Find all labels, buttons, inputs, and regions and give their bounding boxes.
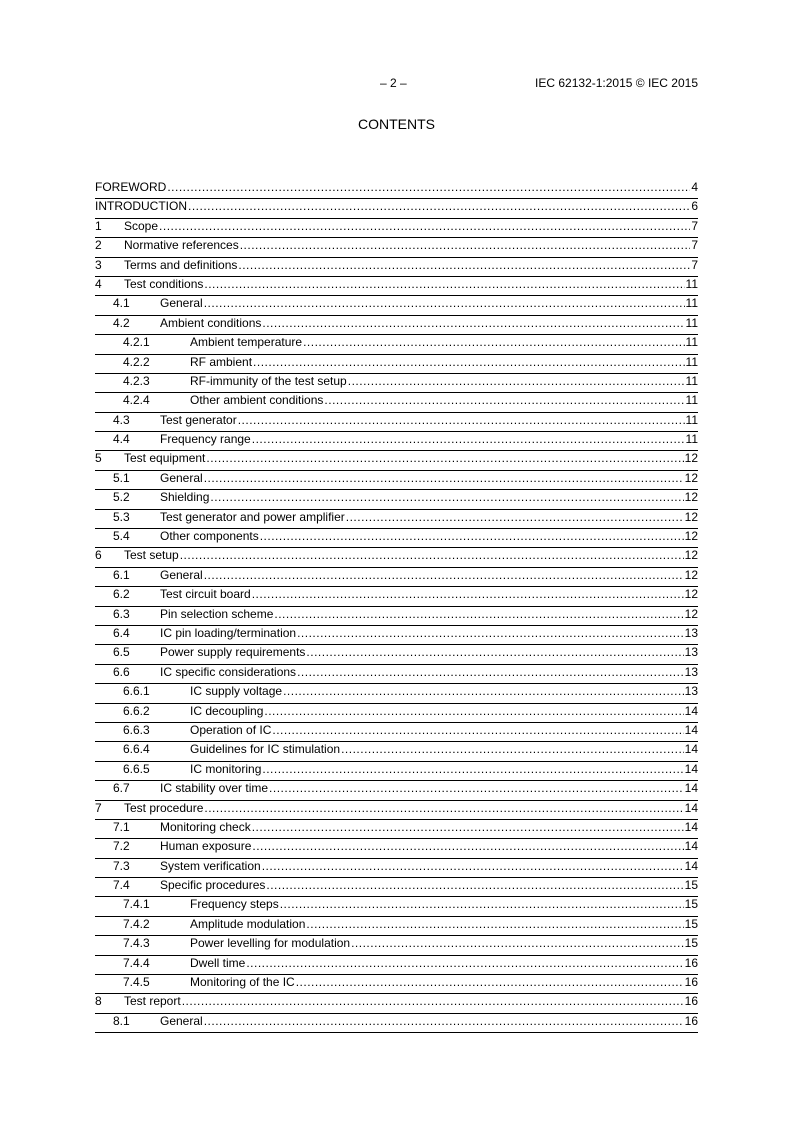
toc-entry-title: Ambient temperature	[190, 335, 303, 350]
toc-entry[interactable]	[95, 762, 698, 781]
dot-leader	[262, 860, 684, 873]
toc-entry-page: 12	[684, 529, 698, 544]
toc-entry-number: 6.6.1	[123, 684, 150, 699]
dot-leader	[204, 1015, 684, 1028]
toc-entry-number: 7.2	[113, 839, 130, 854]
toc-entry-page: 11	[685, 393, 698, 408]
toc-entry-page: 6	[691, 199, 698, 214]
toc-entry-title: Monitoring of the IC	[190, 975, 295, 990]
dot-leader	[348, 375, 685, 388]
dot-leader	[238, 414, 685, 427]
toc-entry-title: IC monitoring	[190, 761, 262, 776]
toc-entry-page: 12	[684, 548, 698, 563]
toc-entry[interactable]	[95, 626, 698, 645]
toc-entry-title: Frequency range	[160, 432, 251, 447]
toc-entry-page: 12	[684, 567, 698, 582]
toc-entry-page: 16	[684, 955, 698, 970]
toc-entry-page: 11	[685, 296, 698, 311]
toc-entry[interactable]	[95, 413, 698, 432]
toc-entry-title: Power levelling for modulation	[190, 936, 351, 951]
toc-entry[interactable]	[95, 975, 698, 994]
toc-entry[interactable]	[95, 917, 698, 936]
toc-entry-number: 7.4.1	[123, 897, 150, 912]
toc-entry-page: 11	[685, 373, 698, 388]
dot-leader	[238, 259, 690, 272]
toc-entry[interactable]	[95, 820, 698, 839]
toc-entry[interactable]	[95, 704, 698, 723]
dot-leader	[204, 802, 683, 815]
toc-entry-title: Test report	[124, 994, 181, 1009]
toc-entry[interactable]	[95, 568, 698, 587]
toc-entry-number: 4.2.1	[123, 335, 150, 350]
dot-leader	[306, 918, 683, 931]
dot-leader	[297, 666, 684, 679]
dot-leader	[159, 220, 690, 233]
toc-entry-page: 7	[691, 218, 698, 233]
toc-entry-page: 12	[684, 509, 698, 524]
toc-entry-title: Pin selection scheme	[160, 606, 274, 621]
page-title: CONTENTS	[358, 116, 435, 132]
dot-leader	[262, 317, 684, 330]
toc-entry-number: 5	[95, 451, 102, 466]
toc-entry[interactable]	[95, 994, 698, 1013]
toc-entry[interactable]	[95, 335, 698, 354]
dot-leader	[341, 743, 684, 756]
toc-entry[interactable]	[95, 296, 698, 315]
toc-entry[interactable]	[95, 432, 698, 451]
toc-entry-page: 11	[685, 315, 698, 330]
toc-entry-page: 4	[691, 180, 698, 194]
toc-entry-page: 15	[684, 936, 698, 951]
toc-entry-number: 7.3	[113, 858, 130, 873]
toc-entry-title: FOREWORD	[95, 180, 167, 194]
toc-entry[interactable]	[95, 258, 698, 277]
toc-entry-title: Test procedure	[124, 800, 204, 815]
toc-entry[interactable]	[95, 839, 698, 858]
toc-entry-number: 7.4	[113, 878, 130, 893]
toc-entry[interactable]	[95, 1014, 698, 1033]
toc-entry-title: Specific procedures	[160, 878, 266, 893]
toc-entry[interactable]	[95, 936, 698, 955]
toc-entry-page: 15	[684, 916, 698, 931]
toc-entry[interactable]	[95, 684, 698, 703]
toc-entry-page: 12	[684, 587, 698, 602]
toc-entry-title: Scope	[124, 218, 159, 233]
toc-entry-title: IC stability over time	[160, 781, 269, 796]
document-reference: IEC 62132-1:2015 © IEC 2015	[535, 76, 698, 90]
toc-entry[interactable]	[95, 897, 698, 916]
table-of-contents	[95, 180, 698, 1033]
toc-entry-title: Amplitude modulation	[190, 916, 306, 931]
toc-entry-page: 14	[684, 703, 698, 718]
toc-entry-page: 7	[691, 257, 698, 272]
toc-entry-number: 6.6.2	[123, 703, 150, 718]
toc-entry-page: 13	[684, 684, 698, 699]
toc-entry-title: Other components	[160, 529, 259, 544]
toc-entry-title: RF ambient	[190, 354, 253, 369]
toc-entry-title: IC supply voltage	[190, 684, 283, 699]
dot-leader	[252, 433, 685, 446]
toc-entry[interactable]	[95, 199, 698, 218]
toc-entry[interactable]	[95, 781, 698, 800]
dot-leader	[252, 588, 684, 601]
toc-entry-title: Dwell time	[190, 955, 246, 970]
dot-leader	[180, 549, 684, 562]
toc-entry-title: Ambient conditions	[160, 315, 262, 330]
dot-leader	[306, 646, 683, 659]
toc-entry-number: 6.6.3	[123, 722, 150, 737]
toc-entry-page: 14	[684, 819, 698, 834]
toc-entry-title: Test generator	[160, 412, 237, 427]
toc-entry-page: 14	[684, 839, 698, 854]
toc-entry-title: Operation of IC	[190, 722, 272, 737]
toc-entry-page: 16	[684, 975, 698, 990]
toc-entry-page: 14	[684, 800, 698, 815]
toc-entry-number: 6.6	[113, 664, 130, 679]
toc-entry-page: 14	[684, 722, 698, 737]
toc-entry-page: 15	[684, 878, 698, 893]
toc-entry-page: 12	[684, 470, 698, 485]
toc-entry-title: Other ambient conditions	[190, 393, 324, 408]
dot-leader	[240, 239, 691, 252]
toc-entry-number: 6.4	[113, 625, 130, 640]
toc-entry-number: 4.2	[113, 315, 130, 330]
dot-leader	[182, 995, 684, 1008]
toc-entry-number: 6.5	[113, 645, 130, 660]
dot-leader	[280, 898, 684, 911]
toc-entry[interactable]	[95, 238, 698, 257]
toc-entry-page: 11	[685, 432, 698, 447]
toc-entry[interactable]	[95, 510, 698, 529]
toc-entry-number: 5.1	[113, 470, 130, 485]
toc-entry-title: Terms and definitions	[124, 257, 238, 272]
toc-entry-title: Monitoring check	[160, 819, 251, 834]
toc-entry-number: 4.3	[113, 412, 130, 427]
toc-entry-page: 13	[684, 664, 698, 679]
toc-entry-title: Test setup	[124, 548, 179, 563]
toc-entry-title: RF-immunity of the test setup	[190, 373, 347, 388]
toc-entry[interactable]	[95, 548, 698, 567]
toc-entry[interactable]	[95, 645, 698, 664]
toc-entry-number: 2	[95, 238, 102, 253]
toc-entry-page: 11	[685, 335, 698, 350]
dot-leader	[167, 181, 690, 194]
toc-entry-title: General	[160, 567, 203, 582]
toc-entry-page: 16	[684, 1013, 698, 1028]
toc-entry-number: 7.4.5	[123, 975, 150, 990]
toc-entry-number: 5.4	[113, 529, 130, 544]
toc-entry-title: Human exposure	[160, 839, 252, 854]
toc-entry-page: 12	[684, 606, 698, 621]
toc-entry-number: 7	[95, 800, 102, 815]
toc-entry[interactable]	[95, 180, 698, 199]
toc-entry-title: INTRODUCTION	[95, 199, 187, 214]
toc-entry[interactable]	[95, 607, 698, 626]
dot-leader	[252, 821, 684, 834]
dot-leader	[204, 472, 684, 485]
toc-entry-number: 8	[95, 994, 102, 1009]
toc-entry-title: General	[160, 1013, 203, 1028]
toc-entry-number: 7.4.2	[123, 916, 150, 931]
toc-entry-number: 7.4.4	[123, 955, 150, 970]
toc-entry[interactable]	[95, 859, 698, 878]
toc-entry-page: 11	[685, 412, 698, 427]
page-number: – 2 –	[380, 76, 407, 90]
toc-entry-number: 6.6.4	[123, 742, 150, 757]
toc-entry-title: General	[160, 296, 203, 311]
toc-entry-number: 6	[95, 548, 102, 563]
toc-entry[interactable]	[95, 393, 698, 412]
toc-entry[interactable]	[95, 801, 698, 820]
toc-entry-title: Power supply requirements	[160, 645, 306, 660]
toc-entry[interactable]	[95, 723, 698, 742]
toc-entry-page: 11	[685, 354, 698, 369]
toc-entry-number: 5.2	[113, 490, 130, 505]
toc-entry-page: 12	[684, 451, 698, 466]
toc-entry[interactable]	[95, 316, 698, 335]
dot-leader	[283, 685, 684, 698]
toc-entry-number: 5.3	[113, 509, 130, 524]
dot-leader	[204, 278, 684, 291]
toc-entry-page: 14	[684, 761, 698, 776]
dot-leader	[303, 336, 684, 349]
toc-entry[interactable]	[95, 490, 698, 509]
dot-leader	[351, 937, 684, 950]
toc-entry-title: Test circuit board	[160, 587, 251, 602]
toc-entry[interactable]	[95, 355, 698, 374]
dot-leader	[253, 356, 685, 369]
dot-leader	[206, 452, 683, 465]
dot-leader	[204, 569, 684, 582]
toc-entry-number: 6.6.5	[123, 761, 150, 776]
toc-entry-page: 13	[684, 625, 698, 640]
toc-entry[interactable]	[95, 742, 698, 761]
dot-leader	[346, 511, 684, 524]
toc-entry-title: IC pin loading/termination	[160, 625, 297, 640]
dot-leader	[297, 627, 684, 640]
toc-entry-page: 11	[685, 276, 698, 291]
toc-entry-number: 4.2.4	[123, 393, 150, 408]
dot-leader	[260, 530, 684, 543]
toc-entry[interactable]	[95, 878, 698, 897]
toc-entry-number: 7.4.3	[123, 936, 150, 951]
toc-entry-title: IC decoupling	[190, 703, 264, 718]
toc-entry-number: 4.2.2	[123, 354, 150, 369]
toc-entry-title: Normative references	[124, 238, 239, 253]
toc-entry-title: General	[160, 470, 203, 485]
toc-entry[interactable]	[95, 471, 698, 490]
dot-leader	[252, 840, 683, 853]
toc-entry-number: 7.1	[113, 819, 130, 834]
dot-leader	[296, 976, 684, 989]
dot-leader	[262, 763, 683, 776]
toc-entry-title: IC specific considerations	[160, 664, 297, 679]
toc-entry[interactable]	[95, 665, 698, 684]
toc-entry-page: 15	[684, 897, 698, 912]
dot-leader	[188, 200, 690, 213]
toc-entry-number: 4.4	[113, 432, 130, 447]
dot-leader	[274, 608, 683, 621]
toc-entry-title: Frequency steps	[190, 897, 279, 912]
toc-entry-number: 6.7	[113, 781, 130, 796]
dot-leader	[264, 705, 683, 718]
dot-leader	[246, 957, 683, 970]
toc-entry-page: 14	[684, 781, 698, 796]
toc-entry-title: Test generator and power amplifier	[160, 509, 345, 524]
toc-entry-number: 6.3	[113, 606, 130, 621]
toc-entry[interactable]	[95, 529, 698, 548]
toc-entry[interactable]	[95, 956, 698, 975]
toc-entry-number: 4.2.3	[123, 373, 150, 388]
toc-entry[interactable]	[95, 219, 698, 238]
toc-entry-title: Guidelines for IC stimulation	[190, 742, 341, 757]
toc-entry[interactable]	[95, 587, 698, 606]
toc-entry-number: 6.1	[113, 567, 130, 582]
toc-entry-number: 4.1	[113, 296, 130, 311]
dot-leader	[204, 297, 685, 310]
dot-leader	[266, 879, 683, 892]
toc-entry-number: 8.1	[113, 1013, 130, 1028]
toc-entry[interactable]	[95, 374, 698, 393]
toc-entry-page: 7	[691, 238, 698, 253]
toc-entry-page: 14	[684, 858, 698, 873]
toc-entry-page: 14	[684, 742, 698, 757]
toc-entry[interactable]	[95, 277, 698, 296]
toc-entry-page: 16	[684, 994, 698, 1009]
dot-leader	[269, 782, 684, 795]
toc-entry-title: Test equipment	[124, 451, 206, 466]
dot-leader	[324, 394, 684, 407]
toc-entry-number: 6.2	[113, 587, 130, 602]
toc-entry-page: 12	[684, 490, 698, 505]
dot-leader	[210, 491, 683, 504]
toc-entry-number: 3	[95, 257, 102, 272]
toc-entry-number: 1	[95, 218, 102, 233]
toc-entry-title: Shielding	[160, 490, 210, 505]
dot-leader	[272, 724, 683, 737]
toc-entry[interactable]	[95, 451, 698, 470]
toc-entry-title: Test conditions	[124, 276, 204, 291]
toc-entry-page: 13	[684, 645, 698, 660]
toc-entry-title: System verification	[160, 858, 261, 873]
toc-entry-number: 4	[95, 276, 102, 291]
